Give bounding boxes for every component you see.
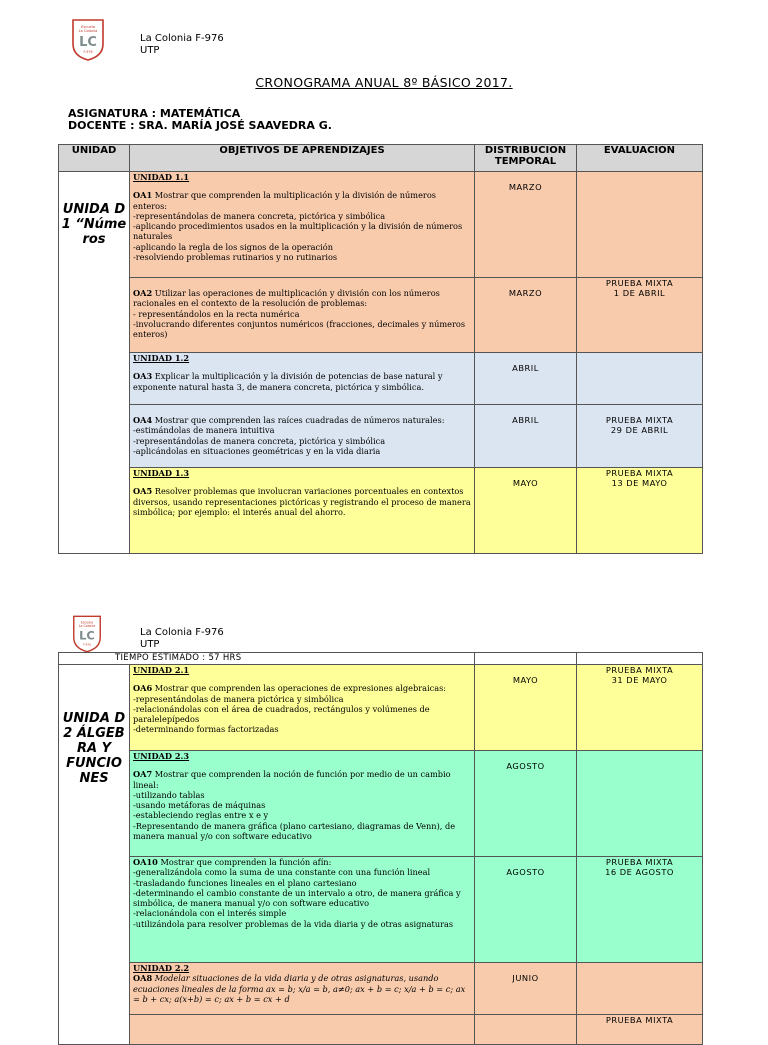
unit-heading: UNIDAD 1.2 <box>133 353 190 363</box>
oa-code: OA7 <box>133 769 153 780</box>
oa-code: OA8 <box>133 973 153 984</box>
svg-text:Escuela: Escuela <box>80 620 94 625</box>
distribution-cell: MAYO <box>475 468 577 554</box>
objective-cell <box>130 857 475 963</box>
table-row <box>59 665 703 751</box>
table-row <box>59 857 703 963</box>
page-title: CRONOGRAMA ANUAL 8º BÁSICO 2017. <box>255 75 513 90</box>
evaluation-cell: PRUEBA MIXTA 29 DE ABRIL <box>577 405 703 468</box>
header-objetivos: OBJETIVOS DE APRENDIZAJES <box>130 145 475 172</box>
objective-cell <box>130 665 475 751</box>
svg-text:La Colonia: La Colonia <box>78 29 98 33</box>
svg-text:La Colonia: La Colonia <box>78 623 96 628</box>
header-distribucion: DISTRIBUCIÓN TEMPORAL <box>475 145 577 172</box>
evaluation-cell: PRUEBA MIXTA <box>577 1015 703 1045</box>
objective-cell <box>130 172 475 278</box>
schedule-table-page1 <box>58 144 703 554</box>
objective-text: Mostrar que comprenden la multiplicación y la división de números enteros: -representándolas de manera concreta, pictórica y simbólica -aplicando procedimientos usados en la multiplicación y la división de números naturales -aplicando la regla de los signos de la operación -resolviendo problemas rutinarios y no rutinarios <box>133 190 463 263</box>
oa-code: OA5 <box>133 486 153 497</box>
time-estimate-row <box>59 653 703 665</box>
department: UTP <box>140 45 160 56</box>
svg-text:F-976: F-976 <box>83 50 93 54</box>
teacher-line: DOCENTE : SRA. MARÍA JOSÉ SAAVEDRA G. <box>68 119 332 132</box>
evaluation-cell <box>577 172 703 278</box>
unit-heading: UNIDAD 1.3 <box>133 468 190 478</box>
objective-cell <box>130 1015 475 1045</box>
evaluation-cell <box>577 353 703 405</box>
oa-code: OA1 <box>133 190 153 201</box>
evaluation-cell <box>577 751 703 857</box>
distribution-cell <box>475 1015 577 1045</box>
table-row <box>59 1015 703 1045</box>
school-name: La Colonia F-976 <box>140 33 224 44</box>
school-header <box>140 33 224 57</box>
svg-text:Escuela: Escuela <box>81 25 95 29</box>
evaluation-cell <box>577 963 703 1015</box>
objective-text: Explicar la multiplicación y la división de potencias de base natural y exponente natural hasta 3, de manera concreta, pictórica y simbólica. <box>133 371 443 392</box>
subject-line: ASIGNATURA : MATEMÁTICA <box>68 107 241 120</box>
evaluation-cell: PRUEBA MIXTA 31 DE MAYO <box>577 665 703 751</box>
time-estimate: TIEMPO ESTIMADO : 57 HRS <box>59 653 475 665</box>
objective-cell <box>130 353 475 405</box>
table-row <box>59 353 703 405</box>
objective-cell <box>130 963 475 1015</box>
objective-text: Modelar situaciones de la vida diaria y de otras asignaturas, usando ecuaciones lineales de la forma ax = b; x/a = b, a≠0; ax + b = c; x/a + b = c; ax = b + cx; a(x+b) = c; ax + b = cx + d <box>133 973 466 1004</box>
school-name: La Colonia F-976 <box>140 627 224 638</box>
school-header <box>140 627 224 651</box>
svg-text:F-976: F-976 <box>82 642 92 647</box>
objective-text: Mostrar que comprenden las operaciones de expresiones algebraicas: -representándolas de manera pictórica y simbólica -relacionándolas con el área de cuadrados, rectángulos y volúmenes de paralelepípedos -determinando formas factorizadas <box>133 683 447 735</box>
table-row <box>59 172 703 278</box>
unit-heading: UNIDAD 1.1 <box>133 172 190 182</box>
objective-cell <box>130 468 475 554</box>
school-logo <box>71 18 105 62</box>
oa-code: OA6 <box>133 683 153 694</box>
distribution-cell: MAYO <box>475 665 577 751</box>
objective-cell <box>130 405 475 468</box>
table-row <box>59 963 703 1015</box>
unit-heading: UNIDAD 2.1 <box>133 665 190 675</box>
table-row <box>59 468 703 554</box>
school-logo <box>72 614 102 654</box>
oa-code: OA2 <box>133 288 153 298</box>
department: UTP <box>140 639 160 650</box>
objective-text: Resolver problemas que involucran variaciones porcentuales en contextos diversos, usando representaciones pictóricas y registrando el proceso de manera simbólica; por ejemplo: el interés anual del ahorro. <box>133 486 471 517</box>
oa-code: OA10 <box>133 857 158 867</box>
schedule-table-page2 <box>58 652 703 1045</box>
objective-text: Mostrar que comprenden las raíces cuadradas de números naturales: -estimándolas de manera intuitiva -representándolas de manera concreta, pictórica y simbólica -aplicándolas en situaciones geométricas y en la vida diaria <box>133 415 445 456</box>
objective-text: Mostrar que comprenden la noción de función por medio de un cambio lineal: -utilizando tablas -usando metáforas de máquinas -estableciendo reglas entre x e y -Representando de manera gráfica (plano cartesiano, diagramas de Venn), de manera manual y/o con software educativo <box>133 769 456 842</box>
oa-code: OA3 <box>133 371 153 382</box>
objective-cell <box>130 278 475 353</box>
objective-text: Utilizar las operaciones de multiplicación y división con los números racionales en el contexto de la resolución de problemas: - representándolos en la recta numérica -involucrando diferentes conjuntos numéricos (fracciones, decimales y números enteros) <box>133 288 466 340</box>
unit-heading: UNIDAD 2.3 <box>133 751 190 761</box>
course-info <box>68 108 332 132</box>
header-evaluacion: EVALUACIÓN <box>577 145 703 172</box>
table-row <box>59 278 703 353</box>
svg-text:LC: LC <box>79 35 97 50</box>
distribution-cell: MARZO <box>475 278 577 353</box>
table-row <box>59 751 703 857</box>
objective-cell <box>130 751 475 857</box>
table-row <box>59 405 703 468</box>
unit-heading: UNIDAD 2.2 <box>133 963 190 973</box>
evaluation-cell: PRUEBA MIXTA 16 DE AGOSTO <box>577 857 703 963</box>
evaluation-cell: PRUEBA MIXTA 13 DE MAYO <box>577 468 703 554</box>
table-header-row <box>59 145 703 172</box>
distribution-cell: ABRIL <box>475 353 577 405</box>
oa-code: OA4 <box>133 415 153 425</box>
distribution-cell: AGOSTO <box>475 751 577 857</box>
distribution-cell: JUNIO <box>475 963 577 1015</box>
evaluation-cell: PRUEBA MIXTA 1 DE ABRIL <box>577 278 703 353</box>
objective-text: Mostrar que comprenden la función afín: -generalizándola como la suma de una constante con una función lineal -trasladando funciones lineales en el plano cartesiano -determinando el cambio constante de un intervalo a otro, de manera gráfica y simbólica, de manera manual y/o con software educativo -relacionándola con el interés simple -utilizándola para resolver problemas de la vida diaria y de otras asignaturas <box>133 857 461 929</box>
header-unidad: UNIDAD <box>59 145 130 172</box>
svg-text:LC: LC <box>79 628 95 643</box>
distribution-cell: MARZO <box>475 172 577 278</box>
unit-label: UNIDA D 1 “Núme ros <box>59 172 130 554</box>
unit-label: UNIDA D 2 ÁLGEB RA Y FUNCIO NES <box>59 665 130 1045</box>
distribution-cell: ABRIL <box>475 405 577 468</box>
distribution-cell: AGOSTO <box>475 857 577 963</box>
